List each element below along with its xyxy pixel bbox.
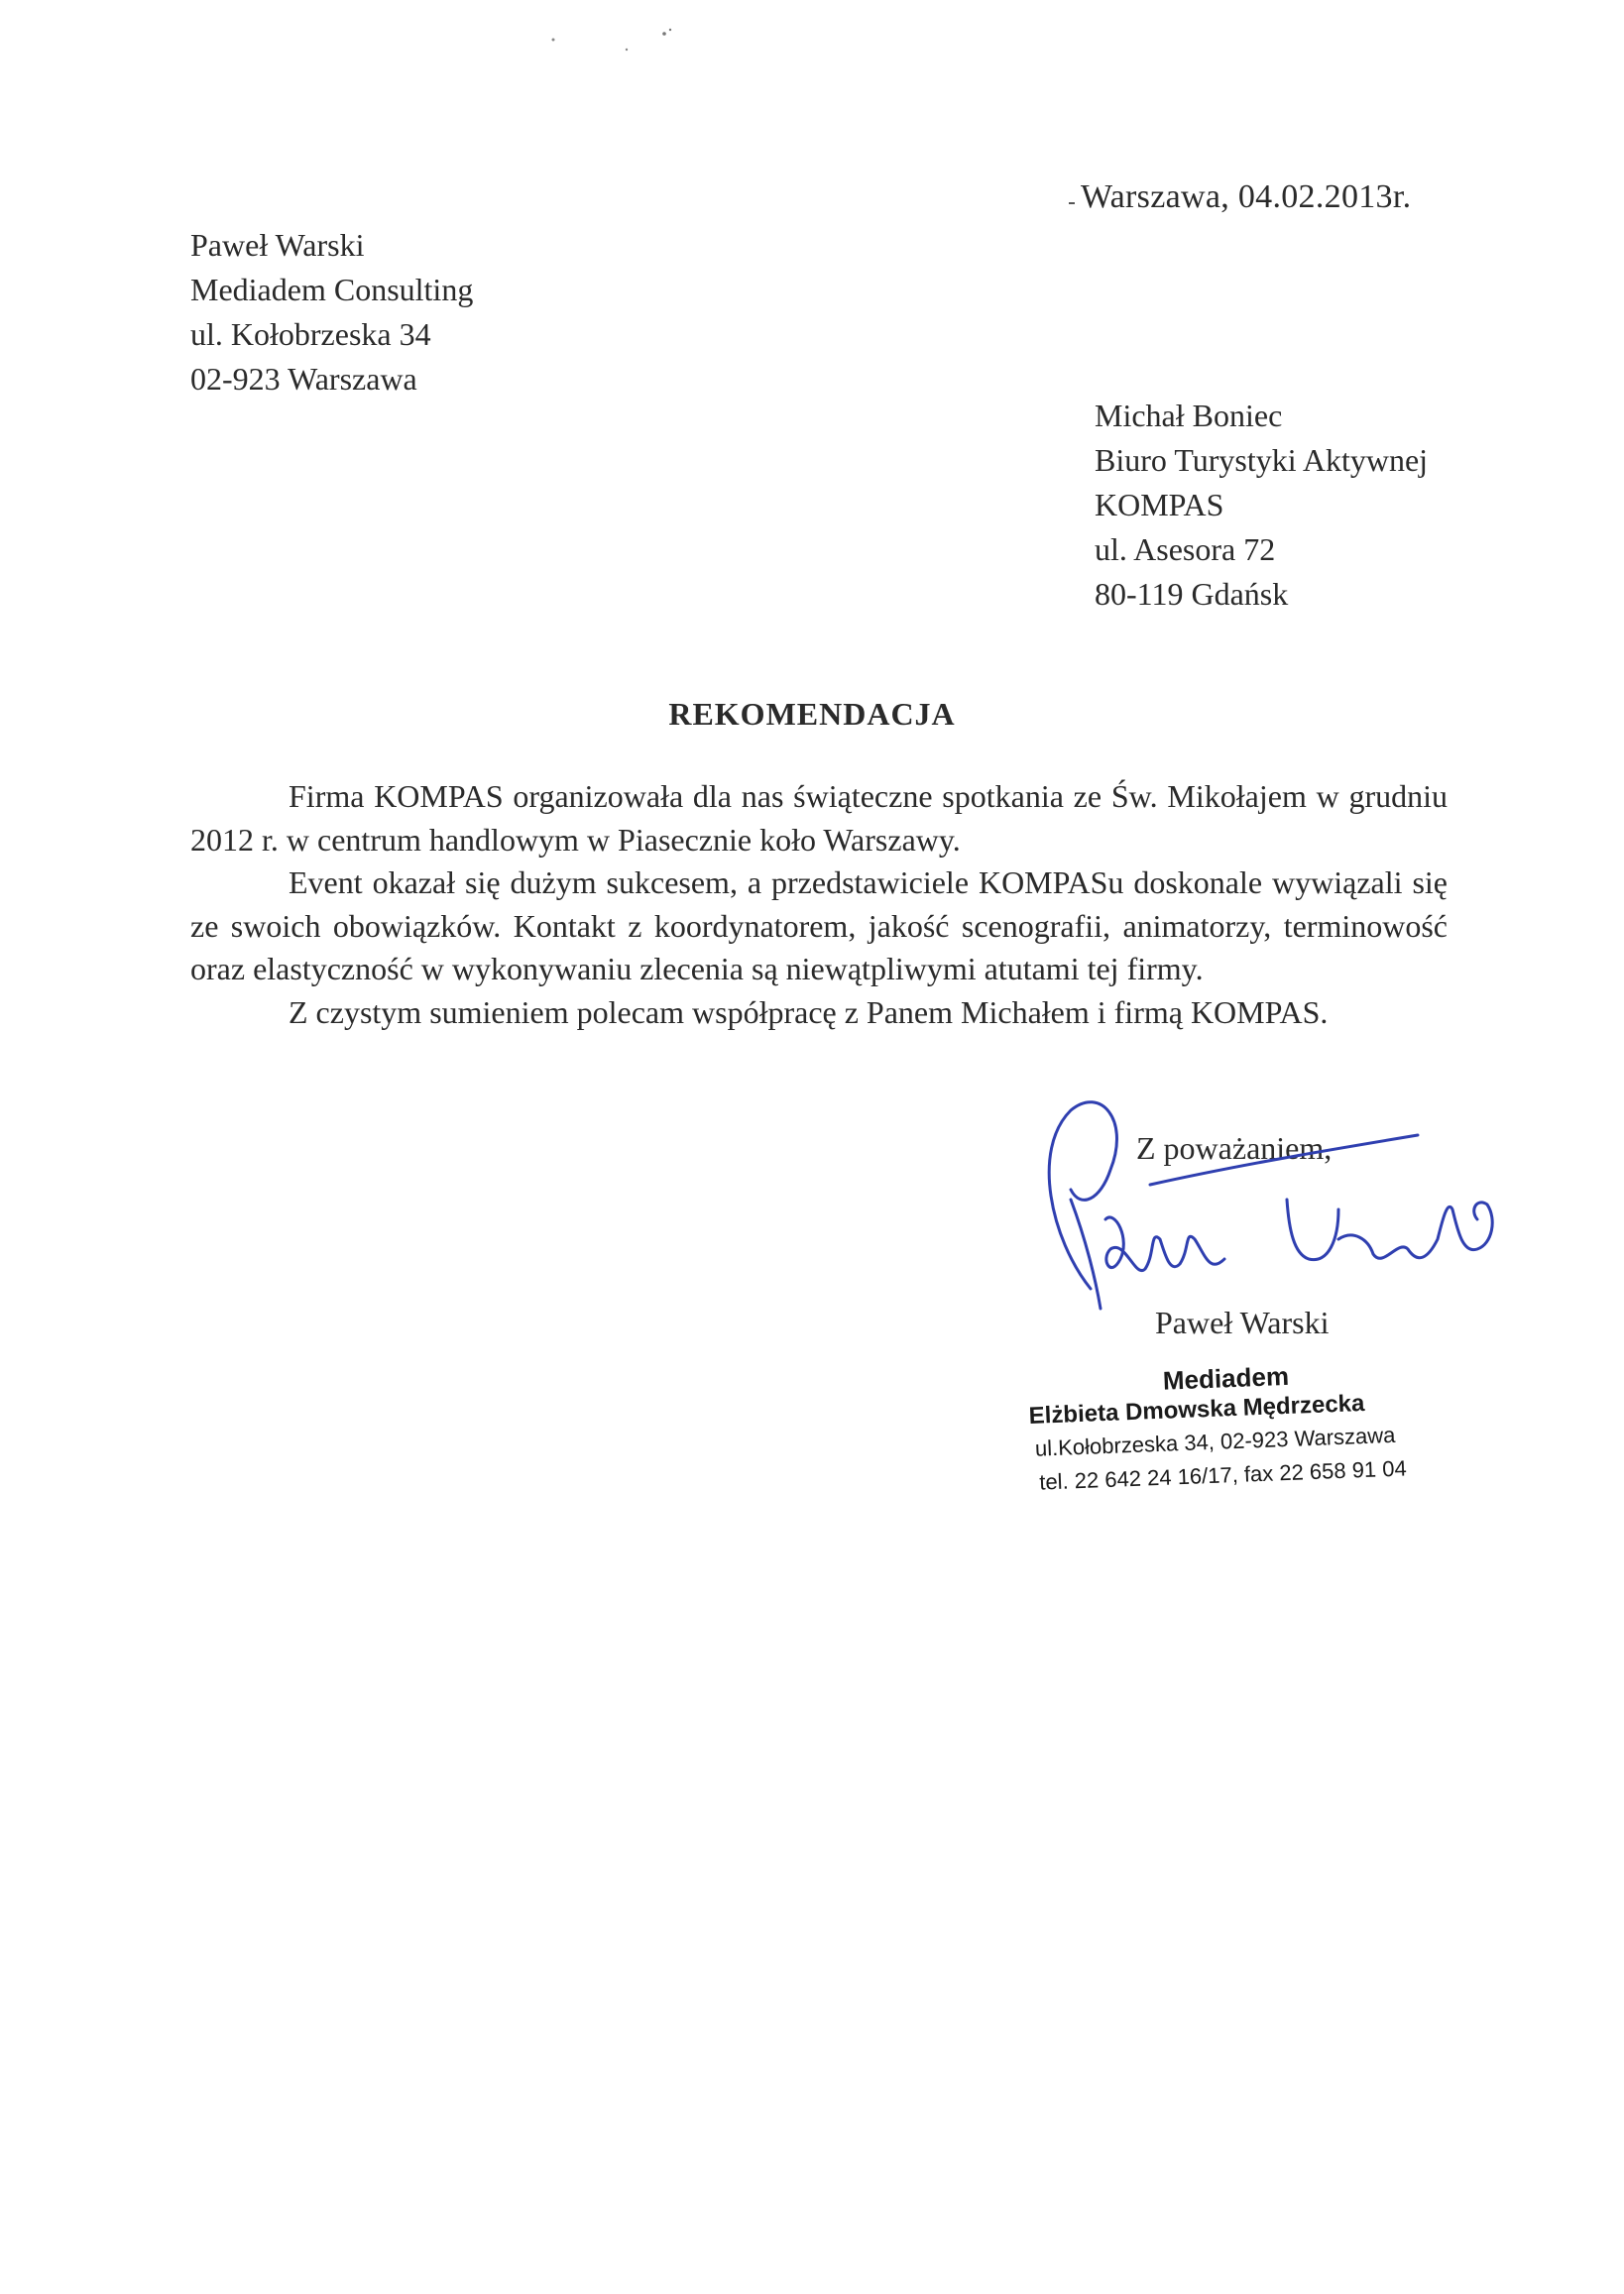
signer-name: Paweł Warski [1155, 1305, 1330, 1340]
closing-phrase: Z poważaniem, [1136, 1130, 1333, 1166]
stamp-address: ul.Kołobrzeska 34, 02-923 Warszawa [1034, 1422, 1396, 1461]
body-paragraph-1: Firma KOMPAS organizowała dla nas świąteczne spotkania ze Św. Mikołajem w grudniu 2012 r. w centrum handlowym w Piasecznie koło Warszawy. [190, 778, 1448, 858]
body-paragraph-2: Event okazał się dużym sukcesem, a przedstawiciele KOMPASu doskonale wywiązali się ze swoich obowiązków. Kontakt z koordynatorem, jakość scenografii, animatorzy, terminowość oraz elastyczność w wykonywaniu zlecenia są niewątpliwymi atutami tej firmy. [190, 864, 1448, 986]
document-title: REKOMENDACJA [668, 696, 956, 732]
sender-name: Paweł Warski [190, 227, 365, 263]
letter-body [190, 775, 1448, 1034]
date-mark [1069, 202, 1075, 204]
company-stamp [1027, 1360, 1408, 1530]
sender-company: Mediadem Consulting [190, 272, 474, 307]
recipient-address [1095, 394, 1428, 617]
stamp-company: Mediadem [1162, 1360, 1290, 1396]
recipient-street: ul. Asesora 72 [1095, 531, 1276, 567]
recipient-company-line2: KOMPAS [1095, 487, 1224, 522]
body-paragraph-3: Z czystym sumieniem polecam współpracę z Panem Michałem i firmą KOMPAS. [289, 993, 1329, 1030]
sender-city: 02-923 Warszawa [190, 361, 417, 397]
sender-address [190, 223, 473, 401]
letter-date: Warszawa, 04.02.2013r. [1081, 178, 1412, 215]
stamp-owner: Elżbieta Dmowska Mędrzecka [1028, 1389, 1365, 1430]
recipient-name: Michał Boniec [1095, 398, 1283, 433]
scan-specks [535, 20, 694, 59]
stamp-phone: tel. 22 642 24 16/17, fax 22 658 91 04 [1038, 1455, 1408, 1495]
recipient-city: 80-119 Gdańsk [1095, 576, 1289, 612]
handwritten-signature [1011, 1090, 1507, 1328]
sender-street: ul. Kołobrzeska 34 [190, 316, 431, 352]
recipient-company-line1: Biuro Turystyki Aktywnej [1095, 442, 1429, 478]
